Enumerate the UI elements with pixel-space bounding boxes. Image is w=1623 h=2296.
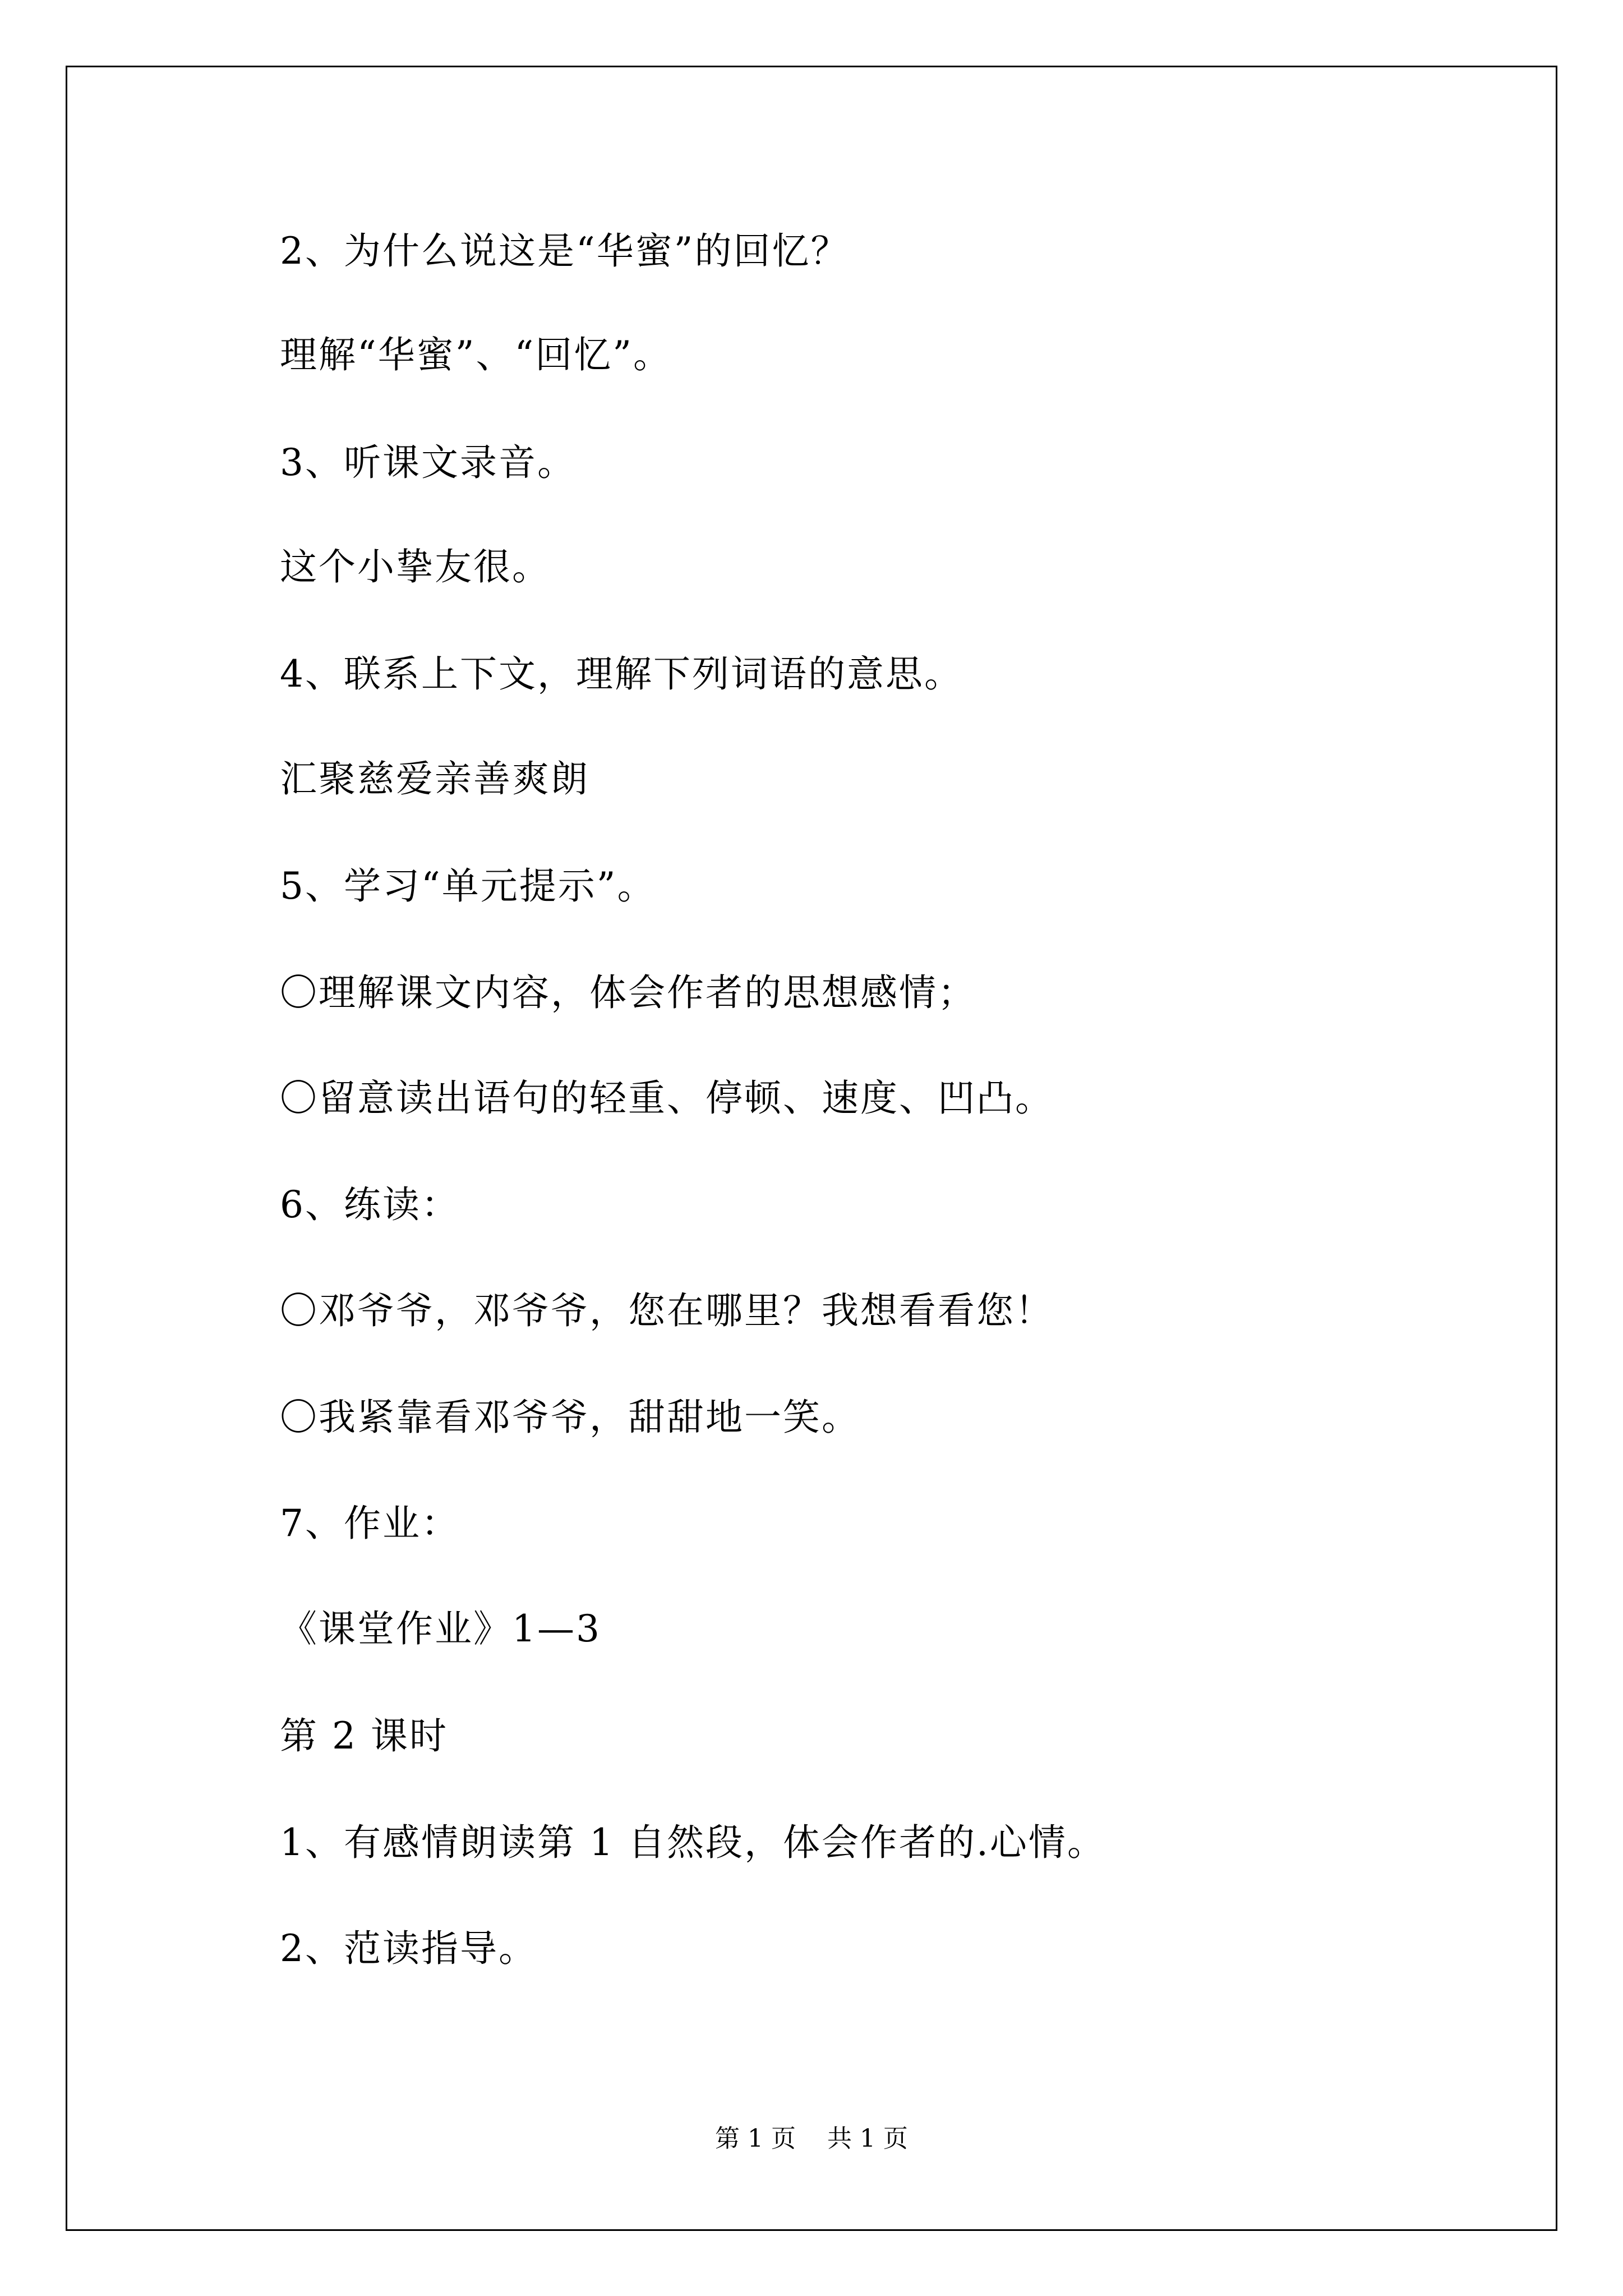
text-line-16: 1、有感情朗读第 1 自然段，体会作者的.心情。: [280, 1821, 1106, 1864]
text-line-2: 理解“华蜜”、“回忆”。: [280, 333, 672, 376]
text-line-14: 《课堂作业》1—3: [280, 1607, 601, 1650]
text-line-4: 这个小挚友很。: [280, 545, 551, 588]
text-line-10: 6、练读：: [280, 1183, 460, 1226]
text-line-17: 2、范读指导。: [280, 1927, 537, 1970]
text-line-3: 3、听课文录音。: [280, 441, 576, 484]
text-line-11: 〇邓爷爷，邓爷爷，您在哪里？我想看看您！: [280, 1289, 1054, 1332]
text-line-15: 第 2 课时: [280, 1714, 448, 1757]
text-line-13: 7、作业：: [280, 1502, 460, 1545]
text-line-5: 4、联系上下文，理解下列词语的意思。: [280, 652, 963, 696]
text-line-6: 汇聚慈爱亲善爽朗: [280, 757, 589, 800]
text-line-1: 2、为什么说这是“华蜜”的回忆？: [280, 229, 850, 273]
text-line-8: 〇理解课文内容，体会作者的思想感情；: [280, 971, 976, 1014]
text-line-9: 〇留意读出语句的轻重、停顿、速度、凹凸。: [280, 1076, 1054, 1120]
text-line-7: 5、学习“单元提示”。: [280, 864, 656, 908]
text-line-12: 〇我紧靠看邓爷爷，甜甜地一笑。: [280, 1396, 860, 1439]
page-border: [66, 66, 1557, 2231]
page-footer: 第 1 页 共 1 页: [715, 2124, 908, 2153]
